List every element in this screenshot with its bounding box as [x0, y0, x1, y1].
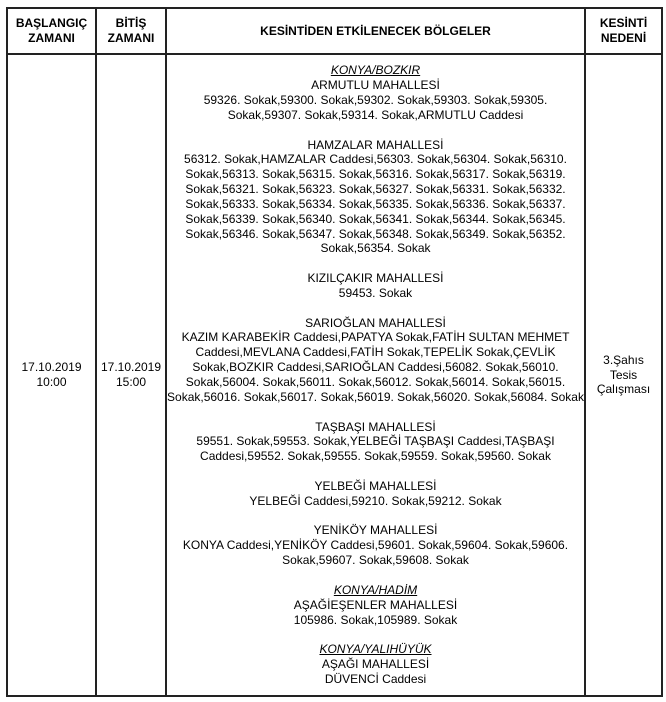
neighborhood-block	[167, 598, 584, 628]
neighborhood-block	[167, 271, 584, 301]
district-title: KONYA/BOZKIR	[330, 63, 421, 78]
neighborhood-name: ARMUTLU MAHALLESİ	[311, 78, 440, 93]
col-header-end-time: BİTİŞ ZAMANI	[96, 8, 166, 54]
street-list: 56312. Sokak,HAMZALAR Caddesi,56303. Sokak,56304. Sokak,56310. Sokak,56313. Sokak,56315. Sokak,56316. Sokak,56317. Sokak,56319. Sokak,56321. Sokak,56323. Sokak,56327. Sokak,56331. Sokak,56332. Sokak,56333. Sokak,56334. Sokak,56335. Sokak,56336. Sokak,56337. Sokak,56339. Sokak,56340. Sokak,56341. Sokak,56344. Sokak,56345. Sokak,56346. Sokak,56347. Sokak,56348. Sokak,56349. Sokak,56352. Sokak,56354. Sokak	[184, 152, 567, 256]
neighborhood-name: SARIOĞLAN MAHALLESİ	[305, 315, 446, 330]
col-header-regions: KESİNTİDEN ETKİLENECEK BÖLGELER	[166, 8, 585, 54]
col-header-start-time: BAŞLANGIÇ ZAMANI	[7, 8, 96, 54]
neighborhood-name: HAMZALAR MAHALLESİ	[307, 137, 444, 152]
neighborhood-block	[167, 138, 584, 257]
street-list: 59551. Sokak,59553. Sokak,YELBEĞİ TAŞBAŞI Caddesi,TAŞBAŞI Caddesi,59552. Sokak,59555. Sokak,59559. Sokak,59560. Sokak	[196, 434, 555, 464]
neighborhood-name: YELBEĞİ MAHALLESİ	[314, 478, 437, 493]
neighborhood-name: AŞAĞİEŞENLER MAHALLESİ	[293, 597, 458, 612]
start-time: 10:00	[36, 375, 67, 389]
reason-line: 3.Şahıs	[603, 353, 644, 368]
street-list: 59453. Sokak	[338, 285, 413, 300]
neighborhood-name: TAŞBAŞI MAHALLESİ	[315, 419, 436, 434]
neighborhood-name: YENİKÖY MAHALLESİ	[313, 523, 438, 538]
neighborhood-block	[167, 316, 584, 405]
neighborhood-block	[167, 479, 584, 509]
district-group	[167, 642, 584, 687]
neighborhood-block	[167, 657, 584, 687]
street-list: 105986. Sokak,105989. Sokak	[293, 612, 458, 627]
street-list: KAZIM KARABEKİR Caddesi,PAPATYA Sokak,FATİH SULTAN MEHMET Caddesi,MEVLANA Caddesi,FATİH Sokak,TEPELİK Sokak,ÇEVLİK Sokak,BOZKIR Caddesi,SARIOĞLAN Caddesi,56082. Sokak,56010. Sokak,56004. Sokak,56011. Sokak,56012. Sokak,56014. Sokak,56015. Sokak,56016. Sokak,56017. Sokak,56019. Sokak,56020. Sokak,56084. Sokak	[167, 330, 584, 404]
neighborhood-name: AŞAĞI MAHALLESİ	[321, 657, 430, 672]
end-time: 15:00	[115, 375, 147, 389]
street-list: YELBEĞİ Caddesi,59210. Sokak,59212. Sokak	[249, 493, 502, 508]
neighborhood-block	[167, 78, 584, 123]
district-group	[167, 63, 584, 568]
start-time-cell	[7, 54, 96, 696]
header-row	[7, 8, 662, 54]
col-header-reason: KESİNTİ NEDENİ	[585, 8, 662, 54]
end-time-cell	[96, 54, 166, 696]
street-list: 59326. Sokak,59300. Sokak,59302. Sokak,59303. Sokak,59305. Sokak,59307. Sokak,59314. Sokak,ARMUTLU Caddesi	[203, 92, 548, 122]
reason-line: Çalışması	[596, 382, 651, 397]
neighborhood-block	[167, 420, 584, 465]
street-list: KONYA Caddesi,YENİKÖY Caddesi,59601. Sokak,59604. Sokak,59606. Sokak,59607. Sokak,59608. Sokak	[182, 538, 569, 568]
neighborhood-block	[167, 523, 584, 568]
street-list: DÜVENCİ Caddesi	[324, 671, 427, 686]
outage-table	[6, 7, 663, 697]
district-title: KONYA/HADİM	[333, 582, 418, 597]
district-title: KONYA/YALIHÜYÜK	[319, 642, 432, 657]
regions-cell	[166, 54, 585, 696]
table-row	[7, 54, 662, 696]
neighborhood-name: KIZILÇAKIR MAHALLESİ	[307, 271, 444, 286]
reason-line: Tesis	[609, 367, 638, 382]
end-date: 17.10.2019	[100, 360, 162, 374]
district-group	[167, 583, 584, 628]
start-date: 17.10.2019	[21, 360, 82, 374]
reason-cell	[585, 54, 662, 696]
